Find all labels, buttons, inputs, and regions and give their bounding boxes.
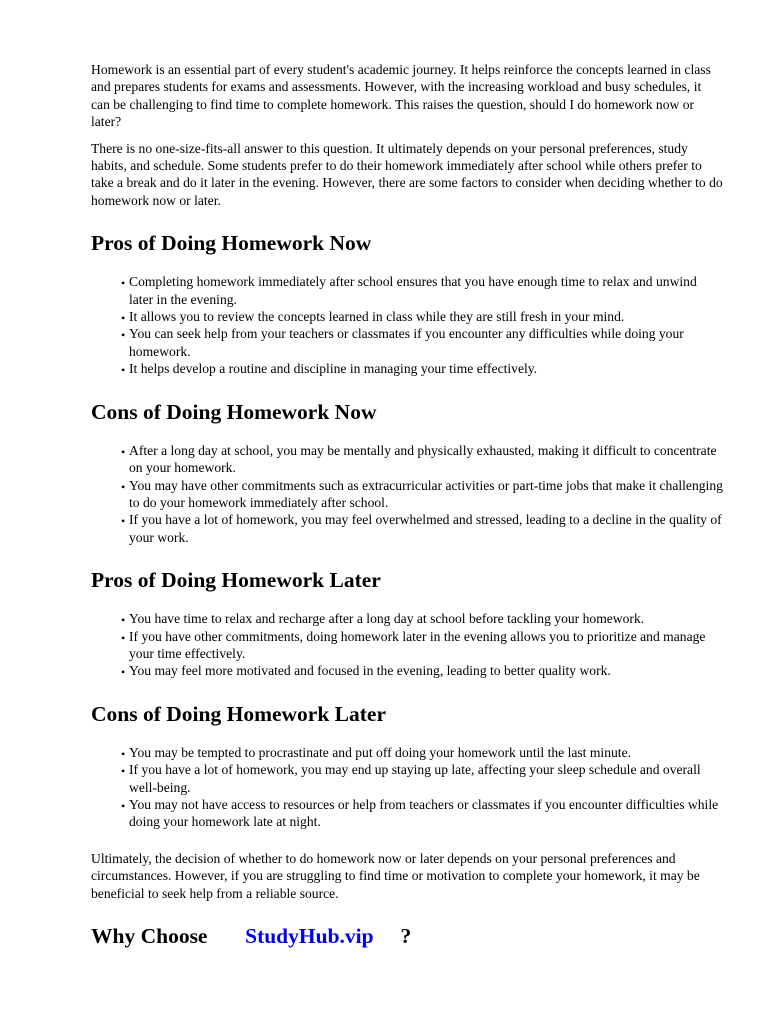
intro-paragraph-2: There is no one-size-fits-all answer to this question. It ultimately depends on your personal preferences, study habits, and schedule. Some students prefer to do their homework immediately after school while others prefer to take a break and do it later in the evening. However, there are some factors to consider when deciding whether to do homework now or later. <box>91 140 723 208</box>
list-item: • After a long day at school, you may be mentally and physically exhausted, making it difficult to concentrate on your homework. <box>121 442 723 477</box>
list-item: • You may be tempted to procrastinate and put off doing your homework until the last minute. <box>121 744 723 761</box>
list-item: • You can seek help from your teachers or classmates if you encounter any difficulties while doing your homework. <box>121 325 723 360</box>
list-item: • Completing homework immediately after school ensures that you have enough time to relax and unwind later in the evening. <box>121 273 723 308</box>
list-item: • It allows you to review the concepts learned in class while they are still fresh in your mind. <box>121 308 723 325</box>
cons-later-heading: Cons of Doing Homework Later <box>91 701 387 726</box>
conclusion-paragraph: Ultimately, the decision of whether to do homework now or later depends on your personal preferences and circumstances. However, if you are struggling to find time or motivation to complete your homework, it may be beneficial to seek help from a reliable source. <box>91 850 700 901</box>
cons-now-list <box>121 442 723 546</box>
list-item: • You may have other commitments such as extracurricular activities or part-time jobs that make it challenging to do your homework immediately after school. <box>121 477 723 512</box>
why-choose-prefix: Why Choose <box>91 924 208 948</box>
list-item: • If you have other commitments, doing homework later in the evening allows you to prioritize and manage your time effectively. <box>121 628 723 663</box>
list-item: • You may feel more motivated and focused in the evening, leading to better quality work. <box>121 662 723 679</box>
pros-now-heading: Pros of Doing Homework Now <box>91 231 372 256</box>
pros-later-list <box>121 610 723 680</box>
pros-later-heading: Pros of Doing Homework Later <box>91 568 381 593</box>
list-item: • You may not have access to resources or help from teachers or classmates if you encounter difficulties while doing your homework late at night. <box>121 796 723 831</box>
studyhub-link[interactable]: StudyHub.vip <box>245 924 374 948</box>
list-item: • If you have a lot of homework, you may end up staying up late, affecting your sleep schedule and overall well-being. <box>121 761 723 796</box>
pros-now-list <box>121 273 723 377</box>
why-choose-suffix: ? <box>400 924 412 948</box>
list-item: • It helps develop a routine and discipline in managing your time effectively. <box>121 360 723 377</box>
why-choose-heading <box>91 923 723 949</box>
document-page <box>91 61 723 966</box>
cons-now-heading: Cons of Doing Homework Now <box>91 399 377 424</box>
intro-paragraph-1: Homework is an essential part of every student's academic journey. It helps reinforce the concepts learned in class and prepares students for exams and assessments. However, with the increasing workload and busy schedules, it can be challenging to find time to complete homework. This raises the question, should I do homework now or later? <box>91 62 711 130</box>
list-item: • If you have a lot of homework, you may feel overwhelmed and stressed, leading to a decline in the quality of your work. <box>121 511 723 546</box>
list-item: • You have time to relax and recharge after a long day at school before tackling your homework. <box>121 610 723 627</box>
cons-later-list <box>121 744 723 831</box>
